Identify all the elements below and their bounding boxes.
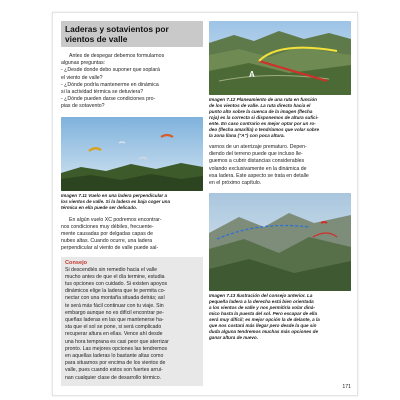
consejo-line: una hora temprana es casi peor que aterrizar — [65, 338, 169, 345]
paragraph-line: diendo del terreno puede que incluso lle- — [209, 151, 303, 158]
caption-line: la zona llana ("A") con poca altura. — [209, 133, 285, 138]
paragraph-line: nubes altas. Cuando ocurre, una ladera — [61, 238, 153, 245]
consejo-line: en aquellas laderas lo bastante altas como — [65, 353, 164, 360]
map-marker-a: A — [249, 70, 255, 79]
section-title-line-2: vientos de valle — [65, 34, 128, 44]
photo-valley-illustration — [209, 193, 351, 291]
consejo-line: nan cualquier clase de desarrollo térmico. — [65, 374, 162, 381]
xc-paragraph — [61, 217, 203, 253]
paraglider-marker — [321, 222, 327, 223]
paragraph-line: varnos de un aterrizaje prematuro. Depen- — [209, 144, 307, 150]
caption-line: ente. En caso contrario es mejor optar por un ro- — [209, 121, 316, 126]
caption-line: duda alguna tendremos muchas más opciones de — [209, 329, 319, 335]
intro-line: - ¿Dónde pueden darse condiciones pro- — [61, 96, 156, 103]
caption-line: será muy difícil; es mejor opción la de delante, a la — [209, 317, 320, 323]
photo-route-planning — [209, 21, 351, 95]
paragraph-line: nos condiciones muy débiles, frecuente- — [61, 223, 154, 230]
intro-line: si la actividad térmica se detuviera? — [61, 89, 144, 96]
photo-paragliders-ridge — [61, 117, 203, 191]
consejo-line: mucho antes de que el día termine, estudia — [65, 273, 165, 280]
right-column — [209, 21, 351, 341]
caption-line: de los vientos de valle. La ruta directo hacia el — [209, 103, 311, 108]
route-planning-image — [209, 21, 351, 95]
intro-line: pias de sotavento? — [61, 103, 105, 110]
caption-7-11 — [61, 193, 203, 211]
consejo-line: tus opciones con cuidado. Si existen apoyos — [65, 281, 168, 288]
paragliders-ridge-image — [61, 117, 203, 191]
consejo-box — [61, 257, 203, 386]
caption-line: Imagen 7.13 Ilustración del consejo anterior. La — [209, 293, 313, 299]
caption-line: ganar altura de nuevo. — [209, 335, 259, 341]
consejo-line: valle, pues cuando estos son fuertes arrui- — [65, 367, 163, 374]
intro-questions — [61, 53, 203, 111]
caption-line: mico hasta la puesta del sol. Pero escapar de ella — [209, 311, 318, 317]
book-page — [52, 12, 358, 396]
consejo-line: sta que el sol se pone, si será complicado — [65, 324, 162, 331]
section-title-box — [61, 21, 203, 47]
intro-line: - ¿Desde donde debo suponer que soplará — [61, 67, 160, 74]
left-column — [61, 21, 203, 386]
intro-line: Antes de despegar debemos formularnos — [69, 53, 165, 59]
caption-line: Imagen 7.11 Vuelo en una ladera perpendicular a — [61, 192, 168, 198]
intro-line: algunas preguntas: — [61, 60, 106, 67]
consejo-line: dinámicos elige la ladera que te permita co- — [65, 288, 166, 295]
consejo-line: pronto. Las mejores opciones las tendremos — [65, 345, 168, 352]
paragraph-line: esa ladera. Este aspecto se trata en detalle — [209, 172, 309, 179]
consejo-line: Si descendiés sin remedio hacia el valle — [65, 266, 157, 273]
section-title-line-1: Laderas y sotavientos por — [65, 24, 169, 34]
intro-line: - ¿Dónde podría mantenerme en dinámica — [61, 81, 159, 88]
page-number: 171 — [342, 384, 351, 390]
caption-line: que nos costará más llegar pero desde la que sin — [209, 323, 317, 329]
paragraph-line: volando exclusivamente en la dinámica de — [209, 165, 307, 172]
caption-line: térmica en ella puede ser delicado. — [61, 204, 138, 210]
consejo-line: nectar con una montaña situada detrás; así — [65, 295, 165, 302]
paragraph-line: perpendicular al viento de valle puede sal- — [61, 245, 159, 252]
paragraph-line: En algún vuelo XC podremos encontrar- — [69, 216, 162, 223]
consejo-line: te será más fácil continuar con tu viaje. Sin — [65, 302, 164, 309]
intro-line: el viento de valle? — [61, 74, 103, 81]
caption-line: Imagen 7.12 Planeamiento de una ruta en función — [209, 97, 317, 102]
caption-line: deo (flecha amarilla) o tendríamos que volar sobre — [209, 127, 320, 132]
caption-line: pequeña ladera a la derecha está bien orientada — [209, 299, 314, 305]
consejo-line: queñas laderas en las que mantenerse ha- — [65, 317, 164, 324]
consejo-line: para situarnos por encima de los vientos de — [65, 360, 166, 367]
caption-line: punto alto sobre la cuenca de la imagen (flecha — [209, 109, 313, 114]
caption-line: los vientos de valle. Si la ladera es baja coger una — [61, 198, 171, 204]
continuation-paragraph — [209, 144, 351, 187]
caption-line: roja) es la correcta si disponemos de altura sufici- — [209, 115, 319, 120]
consejo-line: recuperar altura en ellas. Vence ahí desde — [65, 331, 163, 338]
consejo-line: embargo aunque no es difícil encontrar pe- — [65, 309, 164, 316]
consejo-title: Consejo — [65, 259, 88, 266]
valley-illustration-image — [209, 193, 351, 291]
caption-line: a los vientos de valle y nos permitiría volar diná- — [209, 305, 315, 311]
paragraph-line: en el próximo capítulo. — [209, 180, 262, 187]
paragraph-line: mente causadas por delgadas capas de — [61, 231, 153, 238]
paragraph-line: guemos a cubrir distancias considerables — [209, 158, 305, 165]
caption-7-12 — [209, 97, 351, 139]
caption-7-13 — [209, 293, 351, 341]
